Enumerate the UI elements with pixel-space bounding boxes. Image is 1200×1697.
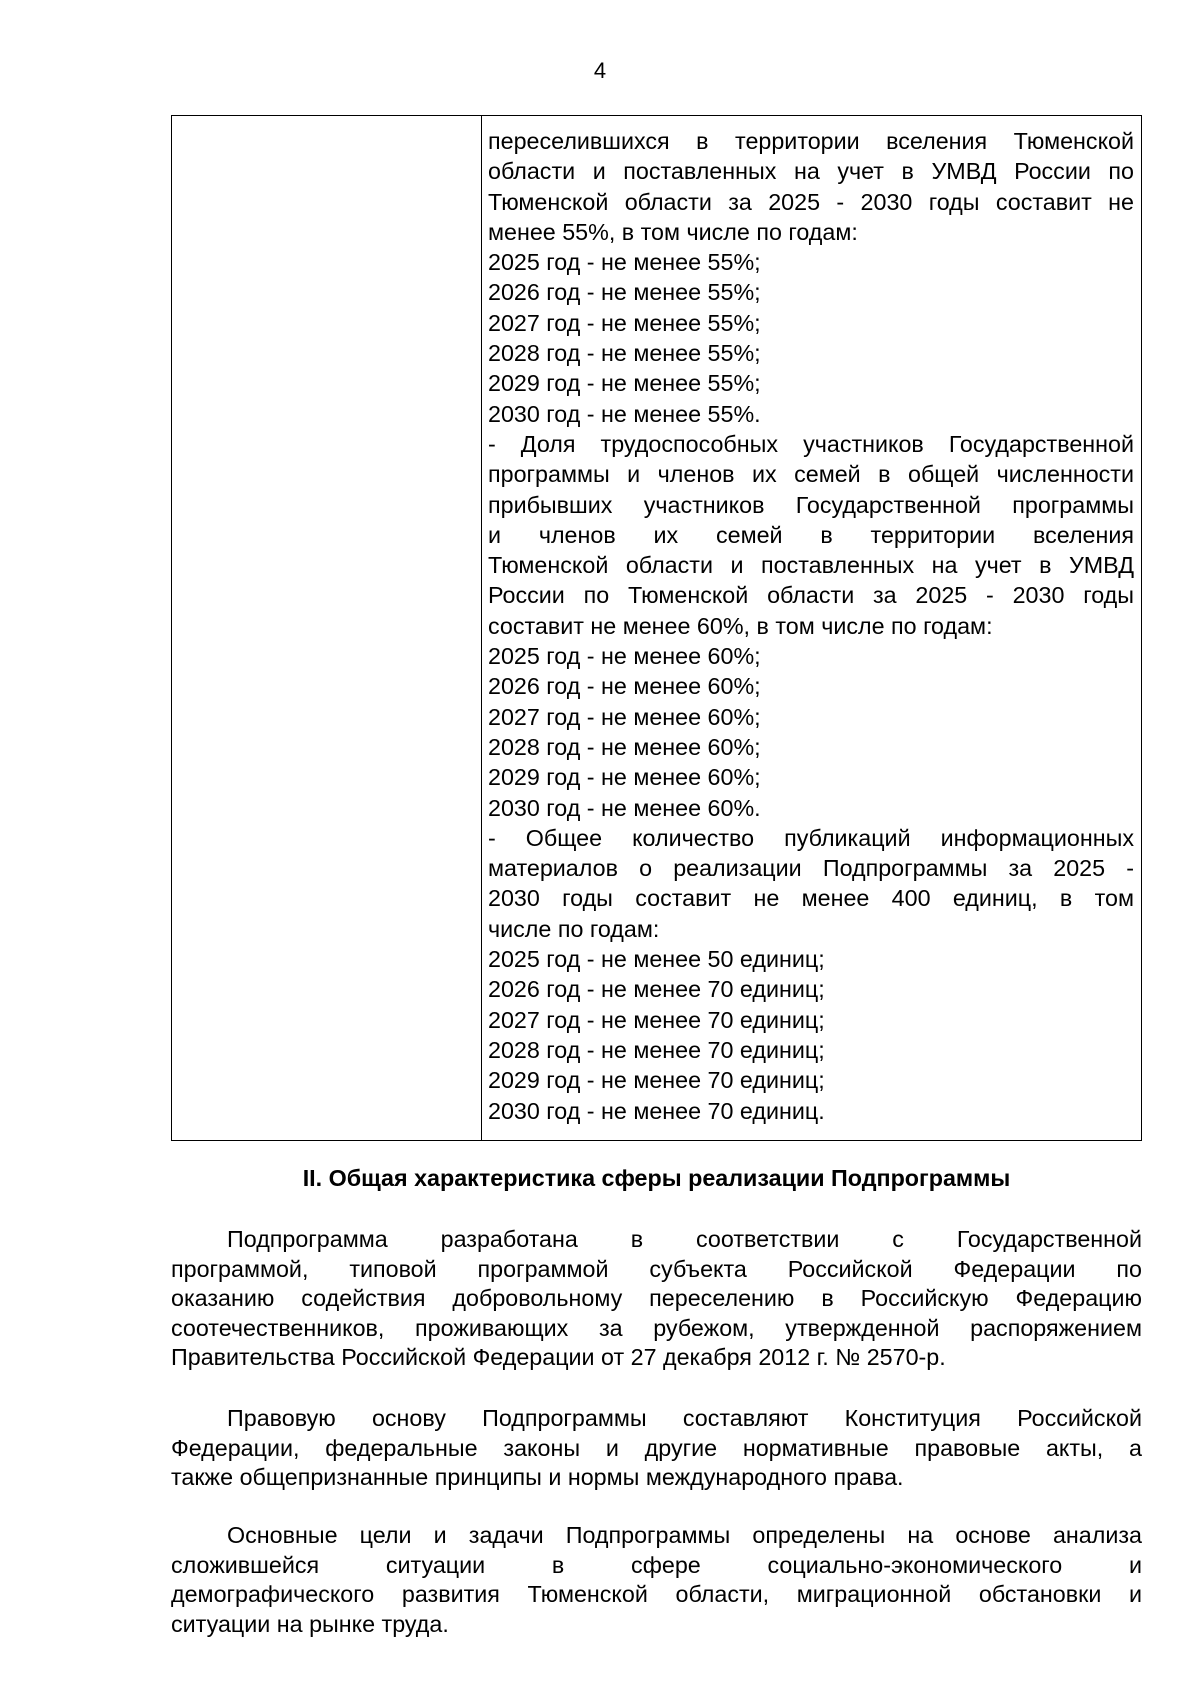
paragraph-line: оказанию содействия добровольному переселению в Российскую Федерацию	[171, 1285, 1142, 1311]
cell-text-line: 2030 годы составит не менее 400 единиц, в том	[488, 885, 1134, 912]
cell-text-line: 2025 год - не менее 50 единиц;	[488, 946, 825, 973]
cell-text-line: 2028 год - не менее 70 единиц;	[488, 1036, 825, 1063]
paragraph-line: Правительства Российской Федерации от 27 декабря 2012 г. № 2570-р.	[171, 1344, 946, 1370]
cell-text-line: 2029 год - не менее 60%;	[488, 764, 761, 791]
section-heading: II. Общая характеристика сферы реализации Подпрограммы	[302, 1165, 1011, 1191]
passport-table	[171, 115, 1142, 1141]
cell-text-line: 2028 год - не менее 60%;	[488, 733, 761, 760]
paragraph-line: Основные цели и задачи Подпрограммы определены на основе анализа	[227, 1522, 1142, 1548]
table-cell-label	[172, 116, 482, 1141]
cell-text-line: 2025 год - не менее 55%;	[488, 249, 761, 276]
cell-text-line: 2030 год - не менее 55%.	[488, 400, 761, 427]
cell-text-line: материалов о реализации Подпрограммы за 2025 -	[488, 855, 1134, 882]
cell-text-line: 2025 год - не менее 60%;	[488, 643, 761, 670]
paragraph	[171, 1225, 1142, 1373]
paragraph-line: Федерации, федеральные законы и другие нормативные правовые акты, а	[171, 1434, 1142, 1461]
table-row	[172, 116, 1142, 1141]
paragraph	[171, 1404, 1142, 1493]
cell-text-line: менее 55%, в том числе по годам:	[488, 218, 858, 245]
cell-text-line: Тюменской области и поставленных на учет в УМВД	[488, 552, 1134, 579]
cell-text-line: 2027 год - не менее 55%;	[488, 309, 761, 336]
cell-text-line: - Общее количество публикаций информационных	[488, 824, 1134, 851]
paragraph-line: программой, типовой программой субъекта Российской Федерации по	[171, 1255, 1142, 1282]
paragraph-line: Правовую основу Подпрограммы составляют Конституция Российской	[227, 1405, 1142, 1431]
table-cell-indicators	[482, 116, 1142, 1141]
cell-text-line: 2027 год - не менее 70 единиц;	[488, 1006, 825, 1033]
paragraph-line: соотечественников, проживающих за рубежом, утвержденной распоряжением	[171, 1314, 1142, 1341]
cell-text-line: 2030 год - не менее 70 единиц.	[488, 1097, 825, 1124]
cell-text-line: России по Тюменской области за 2025 - 2030 годы	[488, 582, 1134, 609]
paragraph-line: ситуации на рынке труда.	[171, 1610, 449, 1637]
cell-text-line: 2027 год - не менее 60%;	[488, 703, 761, 730]
paragraph-line: демографического развития Тюменской области, миграционной обстановки и	[171, 1581, 1142, 1607]
paragraph-line: сложившейся ситуации в сфере социально-экономического и	[171, 1551, 1142, 1578]
cell-text-line: 2029 год - не менее 70 единиц;	[488, 1067, 825, 1094]
cell-text-line: переселившихся в территории вселения Тюменской	[488, 128, 1134, 154]
cell-text-line: составит не менее 60%, в том числе по годам:	[488, 612, 993, 639]
cell-text-line: 2026 год - не менее 55%;	[488, 279, 761, 306]
paragraph-line: Подпрограмма разработана в соответствии с Государственной	[227, 1226, 1142, 1252]
cell-text-line: 2026 год - не менее 70 единиц;	[488, 976, 825, 1003]
cell-text-line: области и поставленных на учет в УМВД России по	[488, 158, 1134, 185]
cell-text-line: - Доля трудоспособных участников Государственной	[488, 430, 1134, 457]
cell-text-line: программы и членов их семей в общей численности	[488, 461, 1134, 488]
cell-text-line: прибывших участников Государственной программы	[488, 491, 1134, 518]
cell-text-line: и членов их семей в территории вселения	[488, 521, 1134, 548]
cell-text-line: 2029 год - не менее 55%;	[488, 370, 761, 397]
page-number: 4	[593, 58, 607, 83]
cell-text-line: Тюменской области за 2025 - 2030 годы составит не	[488, 188, 1134, 215]
cell-text-line: числе по годам:	[488, 915, 660, 942]
cell-text-line: 2028 год - не менее 55%;	[488, 340, 761, 367]
cell-text-line: 2030 год - не менее 60%.	[488, 794, 761, 821]
paragraph	[171, 1521, 1142, 1639]
cell-text-line: 2026 год - не менее 60%;	[488, 673, 761, 700]
paragraph-line: также общепризнанные принципы и нормы международного права.	[171, 1464, 904, 1490]
